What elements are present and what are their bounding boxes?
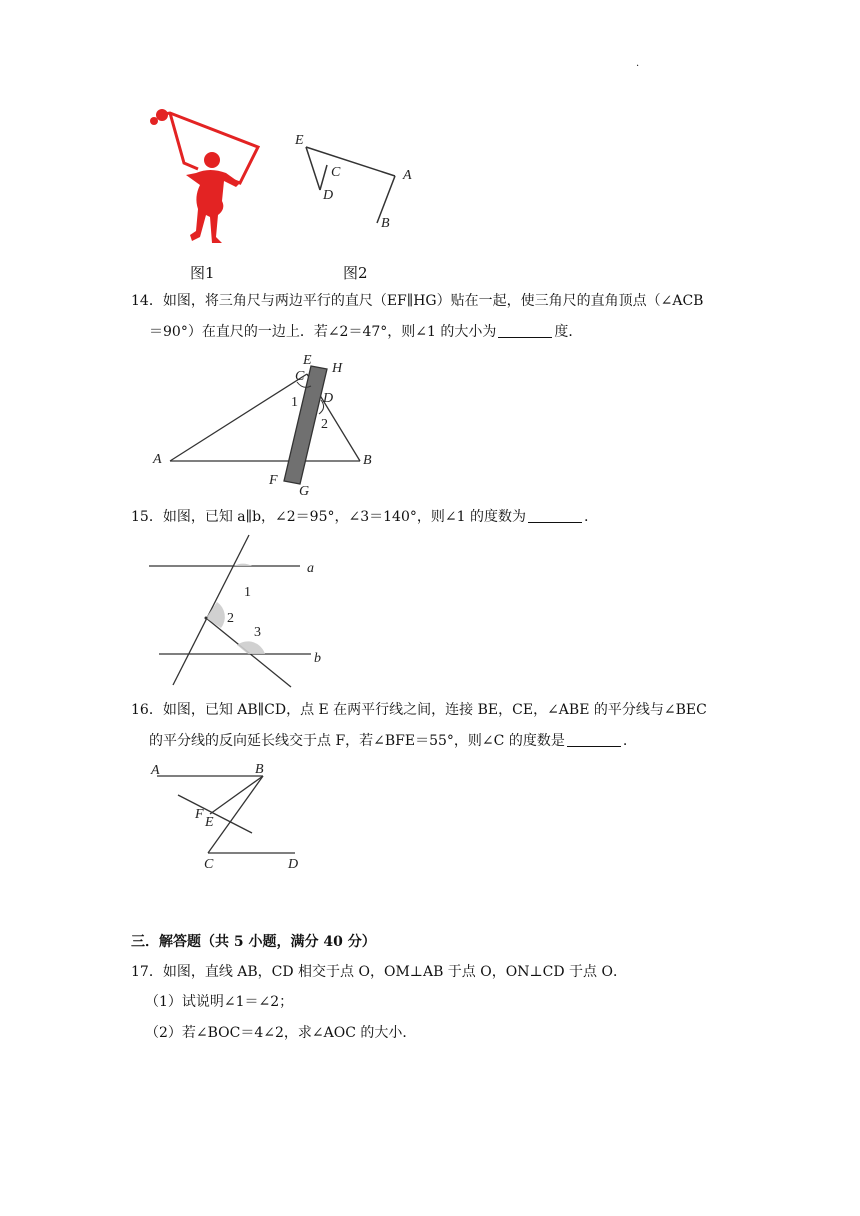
q15-label-b: b	[314, 651, 321, 666]
q14-text-line1: 14．如图，将三角尺与两边平行的直尺（EF∥HG）贴在一起，使三角尺的直角顶点（∠ACB	[131, 293, 704, 309]
section-3-heading: 三．解答题（共 5 小题，满分 40 分）	[131, 934, 376, 950]
q14-text-line2-post: 度．	[554, 324, 583, 340]
q13-label-a: A	[403, 168, 412, 183]
q14-label-b: B	[363, 453, 372, 468]
q16-label-d: D	[288, 857, 299, 872]
q14-label-d: D	[323, 391, 334, 406]
q17-text-line1: 17．如图，直线 AB，CD 相交于点 O，OM⊥AB 于点 O，ON⊥CD 于点 O．	[131, 964, 627, 980]
q13-label-c: C	[331, 165, 341, 180]
q14-label-angle1: 1	[291, 395, 298, 410]
q13-caption-2: 图2	[343, 264, 368, 282]
q15-label-angle1: 1	[244, 585, 251, 600]
q13-label-d: D	[323, 188, 334, 203]
q14-text-line2	[149, 322, 582, 342]
q17-part2: （2）若∠BOC＝4∠2，求∠AOC 的大小．	[145, 1025, 417, 1041]
q15-answer-blank[interactable]	[528, 508, 582, 523]
q15-figure	[145, 530, 335, 694]
q14-label-h: H	[332, 361, 343, 376]
q14-text-line2-pre: ＝90°）在直尺的一边上．若∠2＝47°，则∠1 的大小为	[149, 324, 497, 340]
q16-label-f: F	[195, 807, 204, 822]
q13-label-b: B	[381, 216, 390, 231]
q16-label-a: A	[151, 763, 160, 778]
q14-label-g: G	[299, 484, 310, 499]
q15-text-line1	[131, 507, 588, 527]
q15-label-angle3: 3	[254, 625, 261, 640]
q15-text-post: .	[583, 509, 589, 525]
header-dot: .	[636, 58, 640, 69]
q13-figure-1-dancer	[140, 105, 270, 254]
q15-label-a: a	[307, 561, 314, 576]
q14-answer-blank[interactable]	[498, 323, 552, 338]
q14-label-c: C	[295, 369, 305, 384]
q16-text-line2-post: .	[622, 733, 628, 749]
q16-text-line2	[149, 731, 627, 751]
q16-label-c: C	[204, 857, 214, 872]
q16-text-line2-pre: 的平分线的反向延长线交于点 F，若∠BFE＝55°，则∠C 的度数是	[149, 733, 565, 749]
q13-figure-2	[288, 125, 428, 239]
q16-figure	[145, 756, 315, 880]
q15-text-pre: 15．如图，已知 a∥b，∠2＝95°，∠3＝140°，则∠1 的度数为	[131, 509, 526, 525]
q14-label-e: E	[303, 353, 312, 368]
q16-text-line1: 16．如图，已知 AB∥CD，点 E 在两平行线之间，连接 BE，CE，∠ABE 的平分线与∠BEC	[131, 702, 707, 718]
q14-figure	[145, 346, 385, 505]
q15-label-angle2: 2	[227, 611, 234, 626]
q14-label-angle2: 2	[321, 417, 328, 432]
q13-caption-1: 图1	[190, 264, 215, 282]
q13-label-e: E	[295, 133, 304, 148]
q14-label-f: F	[269, 473, 278, 488]
q16-answer-blank[interactable]	[567, 732, 621, 747]
q16-label-e: E	[205, 815, 214, 830]
q14-label-a: A	[153, 452, 162, 467]
q16-label-b: B	[255, 762, 264, 777]
q17-part1: （1）试说明∠1＝∠2；	[145, 994, 294, 1010]
